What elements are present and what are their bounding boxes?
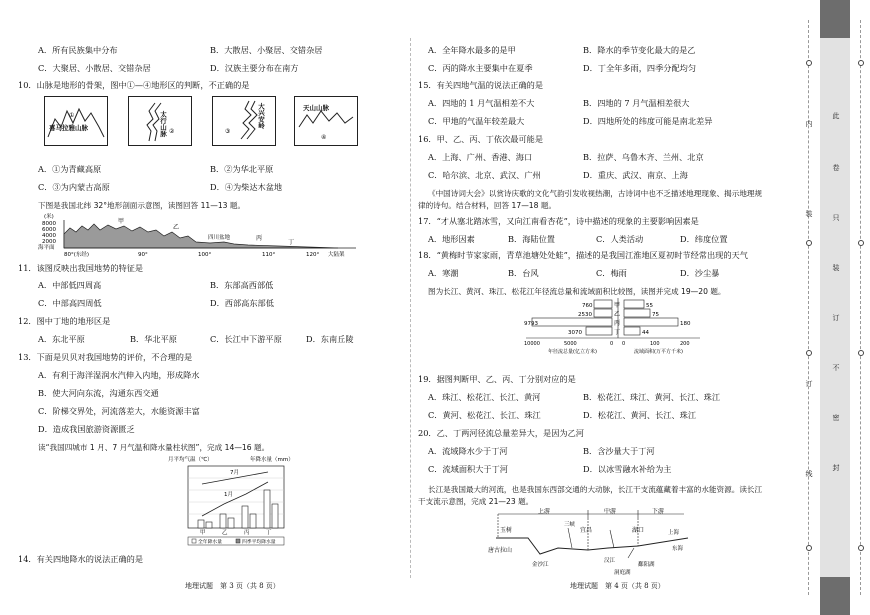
binding-bar-bottom [820,577,850,615]
q17-lead-2: 律的诗句。结合材料，回答 17—18 题。 [418,201,557,210]
q18-stem: 18．“黄梅时节家家雨，青草池塘处处蛙”，描述的是我国江淮地区夏初时节经常出现的天气 [418,250,748,260]
q18-option-a[interactable]: A．寒潮 [428,268,459,278]
svg-text:乙: 乙 [173,224,180,231]
binding-char: 密 [832,414,840,421]
svg-text:湖口: 湖口 [632,527,645,534]
binding-char: 卷 [832,164,840,171]
q18-option-c[interactable]: C．梅雨 [596,268,627,278]
q12-option-d[interactable]: D．东南丘陵 [306,334,354,344]
q13-stem: 13．下面是贝贝对我国地势的评价，不合理的是 [18,352,193,362]
q21-lead-1: 长江是我国最大的河流，也是我国东西部交通的大动脉，长江干支流蕴藏着丰富的水能资源。读长江 [428,485,763,494]
q12-option-c[interactable]: C．长江中下游平原 [210,334,282,344]
binding-char: 不 [832,364,840,371]
svg-text:宜昌: 宜昌 [580,527,593,534]
q19-stem: 19．据图判断甲、乙、丙、丁分别对应的是 [418,374,576,384]
binding-char: 封 [832,464,840,471]
q16-option-d[interactable]: D．重庆、武汉、南京、上海 [583,170,688,180]
q15-option-b[interactable]: B．四地的 7 月气温相差很大 [583,98,690,108]
svg-text:三峡: 三峡 [564,522,576,528]
map-label: 喜马拉雅山脉 [49,124,88,132]
svg-text:全年降水量: 全年降水量 [198,540,222,545]
svg-text:年降水量（mm）: 年降水量（mm） [250,457,294,463]
q11-option-d[interactable]: D．西部高东部低 [210,298,274,308]
svg-text:丁: 丁 [614,329,621,336]
q10-stem: 10．山脉是地形的骨架，图中①—④地形区的判断，不正确的是 [18,80,250,90]
q18-option-d[interactable]: D．沙尘暴 [680,268,720,278]
svg-text:0: 0 [610,341,614,347]
svg-text:洞庭湖: 洞庭湖 [614,570,631,576]
svg-text:丙: 丙 [614,320,621,327]
svg-text:丙: 丙 [256,235,263,242]
map-label: 大兴安岭 [257,103,265,129]
seal-line [860,20,861,595]
q11-stem: 11．该图反映出我国地势的特征是 [18,263,144,273]
q15-option-d[interactable]: D．四地所处的纬度可能是南北差异 [583,116,713,126]
q20-stem: 20．乙、丁两河径流总量差异大，是因为乙河 [418,428,584,438]
svg-text:流域面积(万平方千米): 流域面积(万平方千米) [634,349,683,355]
q10-option-c[interactable]: C．③为内蒙古高原 [38,182,110,192]
svg-text:1月: 1月 [224,492,233,498]
binding-char: 装 [832,264,840,271]
svg-text:80°(东经): 80°(东经) [64,252,90,258]
q10-map-2 [128,96,192,146]
svg-text:5000: 5000 [564,341,577,347]
svg-text:100: 100 [650,341,660,347]
svg-text:②: ② [169,128,175,135]
q20-option-a[interactable]: A．流域降水少于丁河 [428,446,508,456]
q17-option-d[interactable]: D．纬度位置 [680,234,728,244]
q17-option-b[interactable]: B．海陆位置 [508,234,555,244]
q10-option-d[interactable]: D．④为柴达木盆地 [210,182,283,192]
q14-option-c[interactable]: C．丙的降水主要集中在夏季 [428,63,533,73]
q15-option-c[interactable]: C．甲地的气温年较差最大 [428,116,525,126]
q19-option-a[interactable]: A．珠江、松花江、长江、黄河 [428,392,541,402]
q10-map-1 [44,96,108,146]
svg-text:7月: 7月 [230,470,239,476]
yangtze-diagram [488,508,698,586]
svg-text:2000: 2000 [42,239,56,245]
svg-text:海平面: 海平面 [38,245,55,251]
svg-text:75: 75 [652,312,659,318]
svg-text:乙: 乙 [222,530,228,536]
map-label: 天山山脉 [303,104,329,112]
q11-option-b[interactable]: B．东部高西部低 [210,280,274,290]
q17-stem: 17．“才从塞北踏冰雪，又向江南看杏花”，诗中描述的现象的主要影响因素是 [418,216,699,226]
q14-option-b[interactable]: B．降水的季节变化最大的是乙 [583,45,696,55]
q14-lead: 读“我国四城市 1 月、7 月气温和降水量柱状图”，完成 14—16 题。 [38,443,270,452]
q12-stem: 12．图中丁地的地形区是 [18,316,111,326]
svg-text:9793: 9793 [524,321,538,327]
page-divider [410,38,411,578]
svg-text:甲: 甲 [200,530,206,536]
q13-option-c[interactable]: C．阶梯交界处，河流落差大，水能资源丰富 [38,406,200,416]
page-footer-right: 地理试题 第 4 页（共 8 页） [570,582,665,590]
cut-line [808,20,809,595]
svg-text:丁: 丁 [266,530,272,536]
svg-text:东海: 东海 [672,546,684,552]
svg-text:丁: 丁 [288,239,295,246]
q18-option-b[interactable]: B．台风 [508,268,539,278]
svg-text:760: 760 [582,303,593,309]
q10-option-a[interactable]: A．①为青藏高原 [38,164,102,174]
q9-option-b[interactable]: B．大散居、小聚居、交错杂居 [210,45,323,55]
q14-stem: 14．有关四地降水的说法正确的是 [18,554,144,564]
svg-text:6000: 6000 [42,227,56,233]
q17-lead-1: 《中国诗词大会》以赏诗庆歌的文化气韵引发收视热潮，古诗词中也不乏描述地理现象、揭示地理规 [428,189,763,198]
runoff-chart [524,298,702,356]
svg-text:上海: 上海 [668,530,680,536]
q16-stem: 16．甲、乙、丙、丁依次最可能是 [418,134,544,144]
q11-lead: 下图是我国北纬 32°地形剖面示意图，读图回答 11—13 题。 [38,201,246,210]
svg-text:55: 55 [646,303,653,309]
svg-text:上游: 上游 [538,508,551,515]
svg-text:4000: 4000 [42,233,56,239]
svg-text:月平均气温（℃）: 月平均气温（℃） [168,457,213,463]
profile-figure [38,212,358,258]
svg-text:200: 200 [680,341,690,347]
q10-option-b[interactable]: B．②为华北平原 [210,164,274,174]
svg-text:8000: 8000 [42,221,56,227]
q16-option-a[interactable]: A．上海、广州、香港、海口 [428,152,533,162]
q13-option-b[interactable]: B．使大河向东流，沟通东西交通 [38,388,159,398]
svg-text:下游: 下游 [652,508,665,515]
svg-text:③: ③ [225,128,231,135]
q10-map-4 [294,96,358,146]
svg-text:中游: 中游 [604,508,617,515]
q9-option-a[interactable]: A．所有民族集中分布 [38,45,118,55]
q21-lead-2: 干支流示意图，完成 21—23 题。 [418,497,534,506]
binding-char: 此 [832,112,840,119]
q13-option-d[interactable]: D．造成我国旅游资源匮乏 [38,424,135,434]
profile-unit: (米) [44,214,54,220]
svg-text:2530: 2530 [578,312,592,318]
q19-option-d[interactable]: D．松花江、黄河、长江、珠江 [583,410,697,420]
binding-char: 订 [832,314,840,321]
svg-text:3070: 3070 [568,330,582,336]
svg-text:110°: 110° [262,252,276,258]
q19-option-b[interactable]: B．松花江、珠江、黄河、长江、珠江 [583,392,721,402]
q11-option-c[interactable]: C．中部高四周低 [38,298,102,308]
q19-option-c[interactable]: C．黄河、松花江、长江、珠江 [428,410,541,420]
q19-lead: 图为长江、黄河、珠江、松花江年径流总量和流域面积比较图，读图并完成 19—20 题。 [428,287,726,296]
q11-option-a[interactable]: A．中部低四周高 [38,280,102,290]
q16-option-b[interactable]: B．拉萨、乌鲁木齐、兰州、北京 [583,152,704,162]
svg-text:金沙江: 金沙江 [532,562,549,568]
q14-option-d[interactable]: D．丁全年多雨，四季分配均匀 [583,63,697,73]
svg-text:乙: 乙 [614,311,621,318]
q17-option-a[interactable]: A．地形因素 [428,234,475,244]
svg-text:甲: 甲 [614,302,621,309]
svg-text:大陆架: 大陆架 [328,252,345,258]
svg-text:100°: 100° [198,252,212,258]
q12-option-b[interactable]: B．华北平原 [130,334,177,344]
binding-char: 只 [832,214,840,221]
svg-text:四川盆地: 四川盆地 [208,235,231,241]
svg-text:10000: 10000 [524,341,540,347]
q20-option-b[interactable]: B．含沙量大于丁河 [583,446,655,456]
map-label: 太行山脉 [159,111,167,137]
svg-text:甲: 甲 [118,218,125,225]
svg-text:丙: 丙 [244,530,250,536]
q9-option-d[interactable]: D．汉族主要分布在南方 [210,63,299,73]
svg-text:鄱阳湖: 鄱阳湖 [638,562,655,568]
svg-text:180: 180 [680,321,691,327]
svg-text:0: 0 [622,341,626,347]
binding-bar-top [820,0,850,38]
q17-option-c[interactable]: C．人类活动 [596,234,644,244]
q14-option-a[interactable]: A．全年降水最多的是甲 [428,45,516,55]
q9-option-c[interactable]: C．大聚居、小散居、交错杂居 [38,63,151,73]
page-footer-left: 地理试题 第 3 页（共 8 页） [185,582,280,590]
q16-option-c[interactable]: C．哈尔滨、北京、武汉、广州 [428,170,541,180]
q12-option-a[interactable]: A．东北平原 [38,334,85,344]
svg-text:汉江: 汉江 [604,558,616,564]
svg-text:④: ④ [321,134,327,141]
svg-text:90°: 90° [138,252,148,258]
q13-option-a[interactable]: A．有利于海洋湿润水汽伸入内地，形成降水 [38,370,200,380]
q15-option-a[interactable]: A．四地的 1 月气温相差不大 [428,98,535,108]
svg-text:年径流总量(亿立方米): 年径流总量(亿立方米) [548,349,597,355]
q20-option-d[interactable]: D．以冰雪融水补给为主 [583,464,672,474]
svg-text:①: ① [69,112,75,119]
q20-option-c[interactable]: C．流域面积大于丁河 [428,464,508,474]
svg-text:44: 44 [642,330,649,336]
svg-text:四季平均降水量: 四季平均降水量 [242,540,276,545]
svg-text:120°: 120° [306,252,320,258]
svg-text:玉树: 玉树 [500,527,513,534]
q15-stem: 15．有关四地气温的说法正确的是 [418,80,544,90]
svg-text:唐古拉山: 唐古拉山 [488,547,513,554]
q10-map-3 [212,96,276,146]
climate-chart [168,454,308,546]
